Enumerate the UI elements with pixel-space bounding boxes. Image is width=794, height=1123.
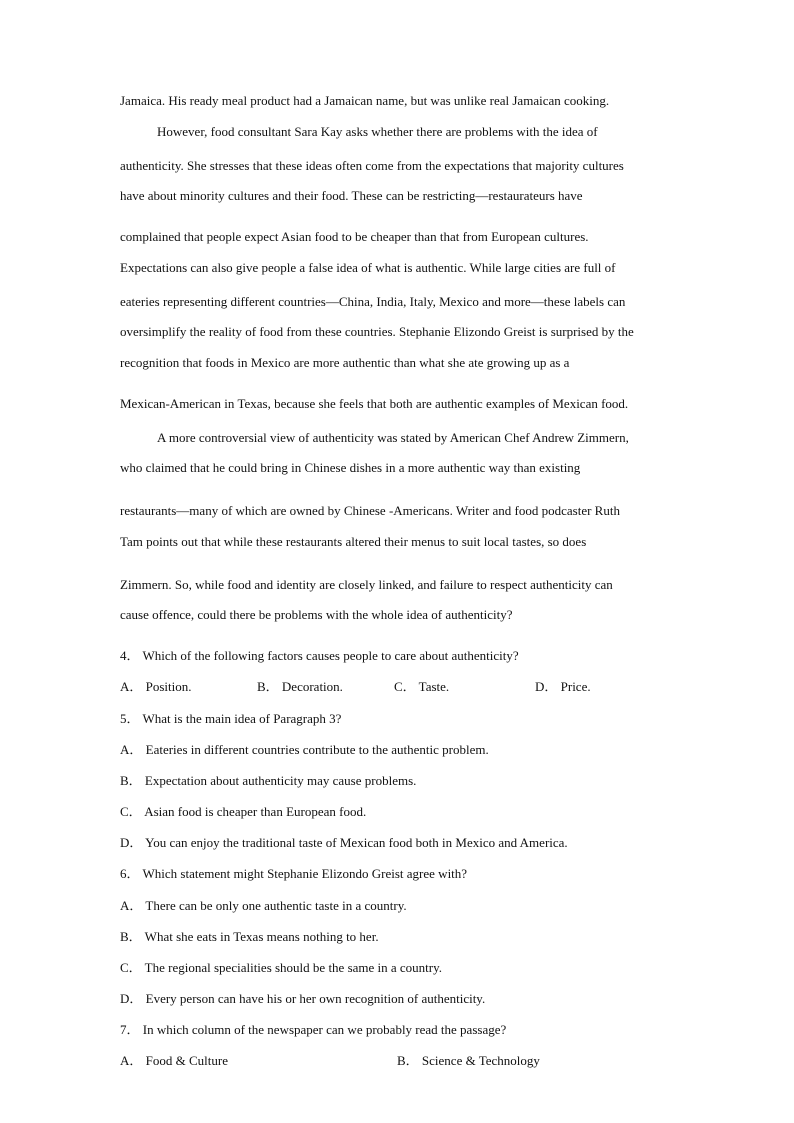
passage-line: Expectations can also give people a false idea of what is authentic. While large cities are full of	[120, 260, 616, 275]
passage-line: eateries representing different countries—China, India, Italy, Mexico and more—these labels can	[120, 294, 626, 309]
q7-option-b: B． Science & Technology	[397, 1053, 540, 1068]
q5-option-a: A． Eateries in different countries contribute to the authentic problem.	[120, 742, 489, 757]
passage-line: complained that people expect Asian food to be cheaper than that from European cultures.	[120, 229, 589, 244]
passage-line: have about minority cultures and their food. These can be restricting—restaurateurs have	[120, 188, 583, 203]
q4-option-c: C． Taste.	[394, 679, 450, 694]
question-4: 4． Which of the following factors causes people to care about authenticity?	[120, 648, 519, 663]
passage-line: Tam points out that while these restaurants altered their menus to suit local tastes, so does	[120, 534, 587, 549]
passage-line: recognition that foods in Mexico are more authentic than what she ate growing up as a	[120, 355, 570, 370]
passage-line: However, food consultant Sara Kay asks whether there are problems with the idea of	[157, 124, 598, 139]
q5-option-b: B． Expectation about authenticity may cause problems.	[120, 773, 417, 788]
q5-option-d: D． You can enjoy the traditional taste of Mexican food both in Mexico and America.	[120, 835, 568, 850]
passage-line: A more controversial view of authenticity was stated by American Chef Andrew Zimmern,	[157, 430, 629, 445]
q6-option-b: B． What she eats in Texas means nothing to her.	[120, 929, 379, 944]
question-5: 5． What is the main idea of Paragraph 3?	[120, 711, 342, 726]
q4-option-b: B． Decoration.	[257, 679, 343, 694]
passage-line: oversimplify the reality of food from these countries. Stephanie Elizondo Greist is surprised by the	[120, 324, 634, 339]
q4-option-d: D． Price.	[535, 679, 591, 694]
q5-option-c: C． Asian food is cheaper than European food.	[120, 804, 367, 819]
question-7: 7． In which column of the newspaper can we probably read the passage?	[120, 1022, 507, 1037]
passage-line: restaurants—many of which are owned by Chinese -Americans. Writer and food podcaster Ruth	[120, 503, 620, 518]
q6-option-c: C． The regional specialities should be the same in a country.	[120, 960, 443, 975]
q7-option-a: A． Food & Culture	[120, 1053, 228, 1068]
question-6: 6． Which statement might Stephanie Elizondo Greist agree with?	[120, 866, 468, 881]
passage-line: Jamaica. His ready meal product had a Jamaican name, but was unlike real Jamaican cooking.	[120, 93, 610, 108]
passage-line: cause offence, could there be problems with the whole idea of authenticity?	[120, 607, 513, 622]
q6-option-d: D． Every person can have his or her own recognition of authenticity.	[120, 991, 486, 1006]
q6-option-a: A． There can be only one authentic taste in a country.	[120, 898, 407, 913]
passage-line: authenticity. She stresses that these ideas often come from the expectations that majority cultures	[120, 158, 624, 173]
passage-line: who claimed that he could bring in Chinese dishes in a more authentic way than existing	[120, 460, 581, 475]
q4-option-a: A． Position.	[120, 679, 192, 694]
passage-line: Mexican-American in Texas, because she feels that both are authentic examples of Mexican food.	[120, 396, 629, 411]
passage-line: Zimmern. So, while food and identity are closely linked, and failure to respect authenticity can	[120, 577, 613, 592]
